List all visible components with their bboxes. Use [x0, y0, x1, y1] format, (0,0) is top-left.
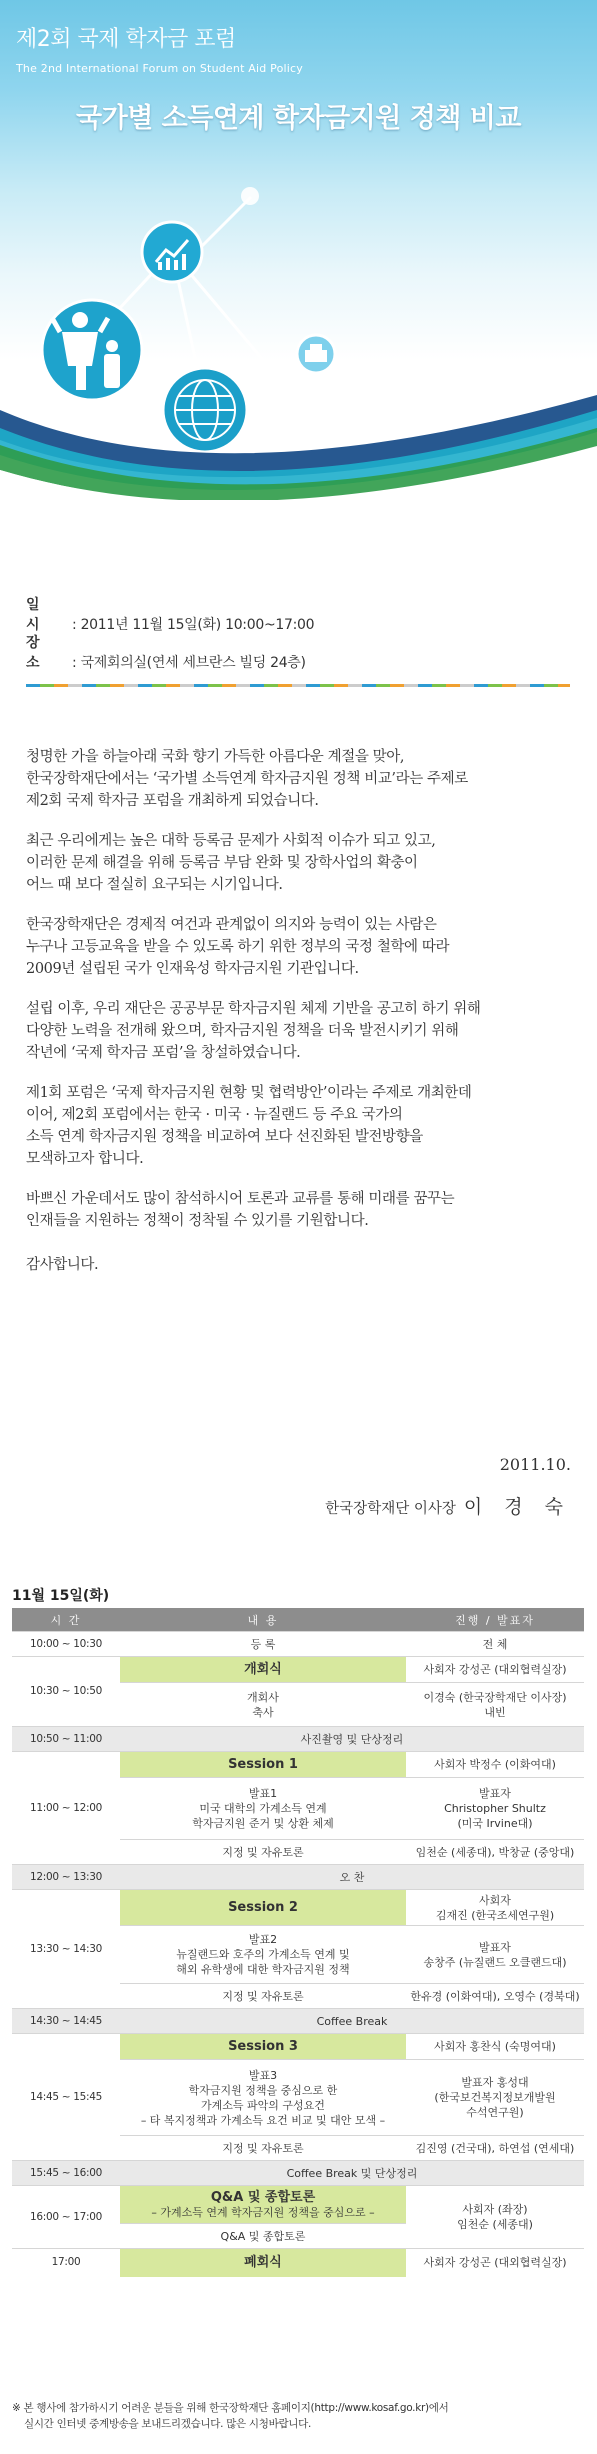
row-content: Q&A 및 종합토론 [120, 2224, 406, 2249]
letter-line: 제1회 포럼은 ‘국제 학자금지원 현황 및 협력방안’이라는 주제로 개최한데 [26, 1085, 472, 1101]
row-speaker: 사회자 박정수 (이화여대) [406, 1752, 584, 1778]
row-speaker: 김진영 (건국대), 하연섭 (연세대) [406, 2136, 584, 2161]
letter-line: 어느 때 보다 절실히 요구되는 시기입니다. [26, 877, 283, 893]
letter-paragraph [26, 998, 586, 1064]
letter-line: 이러한 문제 해결을 위해 등록금 부담 완화 및 장학사업의 확충이 [26, 855, 418, 871]
letter-line: 한국장학재단은 경제적 여건과 관계없이 의지와 능력이 있는 사람은 [26, 917, 437, 933]
date-label: 일 시 [26, 597, 48, 633]
letter-line: 제2회 국제 학자금 포럼을 개최하게 되었습니다. [26, 793, 319, 809]
row-content: 발표1 미국 대학의 가계소득 연계 학자금지원 준거 및 상환 체제 [120, 1778, 406, 1840]
table-row [12, 2009, 584, 2034]
schedule-table [12, 1608, 584, 2277]
row-speaker: 임천순 (세종대), 박창균 (중앙대) [406, 1840, 584, 1865]
letter-line: 인재들을 지원하는 정책이 정착될 수 있기를 기원합니다. [26, 1213, 369, 1229]
table-row [12, 2186, 584, 2224]
date-value: : 2011년 11월 15일(화) 10:00~17:00 [72, 617, 315, 633]
row-content: Coffee Break [120, 2009, 584, 2034]
event-date [26, 594, 314, 634]
header-speaker: 진행 / 발표자 [406, 1608, 584, 1632]
row-time: 14:30 ~ 14:45 [12, 2009, 120, 2034]
table-row [12, 1727, 584, 1752]
signer-name: 이 경 숙 [463, 1496, 571, 1518]
table-row [12, 1890, 584, 1926]
letter-line: 2009년 설립된 국가 인재육성 학자금지원 기관입니다. [26, 961, 359, 977]
letter-signature [325, 1492, 571, 1519]
venue-label: 장 소 [26, 635, 48, 671]
row-content: 발표3 학자금지원 정책을 중심으로 한 가계소득 파악의 구성요건 – 타 복지정책과 가계소득 요건 비교 및 대안 모색 – [120, 2060, 406, 2136]
row-time: 15:45 ~ 16:00 [12, 2161, 120, 2186]
row-speaker: 발표자 Christopher Shultz (미국 Irvine대) [406, 1778, 584, 1840]
event-venue [26, 632, 306, 672]
row-time: 16:00 ~ 17:00 [12, 2186, 120, 2249]
letter-line: 모색하고자 합니다. [26, 1151, 144, 1167]
row-time: 10:30 ~ 10:50 [12, 1657, 120, 1727]
row-speaker: 사회자 (좌장) 임천순 (세종대) [406, 2186, 584, 2249]
letter-line: 청명한 가을 하늘아래 국화 향기 가득한 아름다운 계절을 맞아, [26, 749, 405, 765]
row-content: 개회사 축사 [120, 1683, 406, 1727]
letter-paragraph [26, 746, 586, 812]
hero-graphic [0, 0, 597, 500]
row-speaker: 사회자 김재진 (한국조세연구원) [406, 1890, 584, 1926]
row-content: 지정 및 자유토론 [120, 2136, 406, 2161]
row-speaker: 한유경 (이화여대), 오영수 (경북대) [406, 1984, 584, 2009]
row-time: 12:00 ~ 13:30 [12, 1865, 120, 1890]
row-content: 오 찬 [120, 1865, 584, 1890]
row-time: 10:50 ~ 11:00 [12, 1727, 120, 1752]
row-speaker: 사회자 강성곤 (대외협력실장) [406, 1657, 584, 1683]
letter-paragraph [26, 830, 586, 896]
row-content-title-cell [120, 2186, 406, 2224]
footer-note-line2: 실시간 인터넷 중계방송을 보내드리겠습니다. 많은 시청바랍니다. [24, 2418, 312, 2430]
letter-paragraph [26, 1254, 586, 1276]
row-content: 지정 및 자유토론 [120, 1984, 406, 2009]
row-time: 17:00 [12, 2249, 120, 2277]
letter-line: 감사합니다. [26, 1257, 99, 1273]
letter-line: 설립 이후, 우리 재단은 공공부문 학자금지원 체제 기반을 공고히 하기 위해 [26, 1001, 481, 1017]
row-speaker: 발표자 송창주 (뉴질랜드 오클랜드대) [406, 1926, 584, 1984]
table-row [12, 2249, 584, 2277]
letter-line: 작년에 ‘국제 학자금 포럼’을 창설하였습니다. [26, 1045, 301, 1061]
row-content-title: Session 2 [120, 1890, 406, 1926]
letter-paragraph [26, 1188, 586, 1232]
row-content: 지정 및 자유토론 [120, 1840, 406, 1865]
row-content-title: Q&A 및 종합토론 [210, 2189, 316, 2205]
schedule-day-title: 11월 15일(화) [12, 1588, 110, 1604]
header-content: 내 용 [120, 1608, 406, 1632]
row-speaker: 사회자 강성곤 (대외협력실장) [406, 2249, 584, 2277]
divider [26, 684, 570, 687]
letter-line: 소득 연계 학자금지원 정책을 비교하여 보다 선진화된 발전방향을 [26, 1129, 423, 1145]
row-time: 14:45 ~ 15:45 [12, 2034, 120, 2161]
letter-line: 최근 우리에게는 높은 대학 등록금 문제가 사회적 이슈가 되고 있고, [26, 833, 436, 849]
header-time: 시 간 [12, 1608, 120, 1632]
table-row [12, 2161, 584, 2186]
row-content-title: 개회식 [120, 1657, 406, 1683]
letter-date: 2011.10. [499, 1455, 571, 1474]
table-row [12, 1632, 584, 1657]
row-time: 10:00 ~ 10:30 [12, 1632, 120, 1657]
table-row [12, 1657, 584, 1683]
letter-paragraph [26, 914, 586, 980]
chart-icon [142, 222, 202, 282]
forum-title: 국가별 소득연계 학자금지원 정책 비교 [76, 103, 521, 134]
row-content-subtitle: – 가계소득 연계 학자금지원 정책을 중심으로 – [151, 2205, 375, 2219]
row-time: 11:00 ~ 12:00 [12, 1752, 120, 1865]
table-row [12, 2034, 584, 2060]
table-row [12, 1865, 584, 1890]
hero-banner [0, 0, 597, 500]
forum-subtitle-ko: 제2회 국제 학자금 포럼 [16, 27, 236, 52]
letter-line: 이어, 제2회 포럼에서는 한국 · 미국 · 뉴질랜드 등 주요 국가의 [26, 1107, 403, 1123]
row-time: 13:30 ~ 14:30 [12, 1890, 120, 2009]
row-content-title: Session 3 [120, 2034, 406, 2060]
letter-line: 누구나 고등교육을 받을 수 있도록 하기 위한 정부의 국정 철학에 따라 [26, 939, 450, 955]
row-content-title: 폐회식 [120, 2249, 406, 2277]
forum-subtitle-en: The 2nd International Forum on Student Aid Policy [16, 62, 303, 75]
row-speaker: 전 체 [406, 1632, 584, 1657]
table-row [12, 1752, 584, 1778]
row-content-title: Session 1 [120, 1752, 406, 1778]
footer-note [12, 2400, 588, 2432]
row-speaker: 이경숙 (한국장학재단 이사장) 내빈 [406, 1683, 584, 1727]
footer-note-line1: ※ 본 행사에 참가하시기 어려운 분들을 위해 한국장학재단 홈페이지(http://www.kosaf.go.kr)에서 [12, 2402, 449, 2414]
signer-title: 한국장학재단 이사장 [325, 1501, 456, 1517]
row-content: 등 록 [120, 1632, 406, 1657]
row-content: 사진촬영 및 단상정리 [120, 1727, 584, 1752]
letter-line: 바쁘신 가운데서도 많이 참석하시어 토론과 교류를 통해 미래를 꿈꾸는 [26, 1191, 455, 1207]
row-speaker: 발표자 홍성대 (한국보건복지정보개발원 수석연구원) [406, 2060, 584, 2136]
venue-value: : 국제회의실(연세 세브란스 빌딩 24층) [72, 655, 306, 671]
row-content: Coffee Break 및 단상정리 [120, 2161, 584, 2186]
letter-line: 다양한 노력을 전개해 왔으며, 학자금지원 정책을 더욱 발전시키기 위해 [26, 1023, 459, 1039]
row-content: 발표2 뉴질랜드와 호주의 가계소득 연계 및 해외 유학생에 대한 학자금지원 정책 [120, 1926, 406, 1984]
row-speaker: 사회자 홍찬식 (숙명여대) [406, 2034, 584, 2060]
letter-paragraph [26, 1082, 586, 1170]
letter-line: 한국장학재단에서는 ‘국가별 소득연계 학자금지원 정책 비교’라는 주제로 [26, 771, 468, 787]
greeting-letter [26, 746, 586, 1276]
